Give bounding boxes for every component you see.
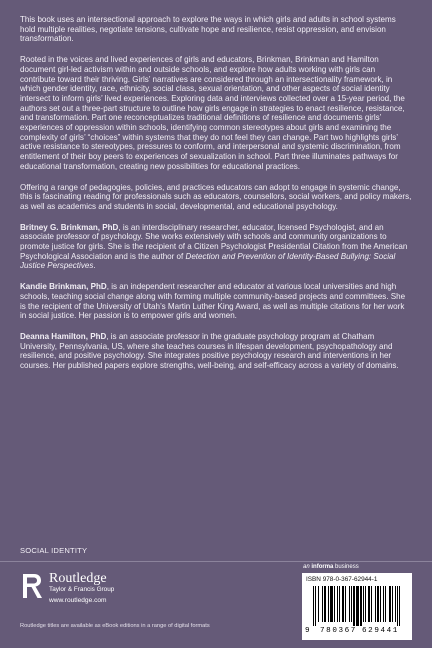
barcode-bar <box>345 586 346 622</box>
author-bio-deanna <box>20 332 412 371</box>
informa-tag <box>303 564 359 570</box>
author-bio-text: , is an interdisciplinary researcher, educator, licensed Psychologist, and an associate professor of psychology. She works extensively with schools and community organizations to promote justice for girls. She is the recipient of a Citizen Psychologist Presidential Citation from the American Psychological Association and is the author of <box>20 222 408 261</box>
barcode-bar <box>328 586 329 622</box>
barcode-bar <box>395 586 396 622</box>
barcode-bar <box>334 586 335 622</box>
author-name: Britney G. Brinkman, PhD <box>20 222 119 232</box>
barcode-bar <box>375 586 376 622</box>
barcode-bar <box>365 586 366 622</box>
barcode-bar <box>353 586 355 626</box>
author-bio-britney <box>20 223 412 272</box>
barcode-bar <box>397 586 398 626</box>
barcode-bar <box>383 586 384 622</box>
intro-paragraph: This book uses an intersectional approach to explore the ways in which girls and adults in school systems hold multiple realities, negotiate tensions, cultivate hope and resilience, resist oppression, and envision transformation. <box>20 15 396 44</box>
barcode-bar <box>315 586 316 626</box>
back-cover-text <box>20 15 412 382</box>
audience-paragraph: Offering a range of pedagogies, policies, and practices educators can adopt to engage in systemic change, this is fascinating reading for professionals such as educators, counsellors, social workers, and policy makers, as well as academics and students in social, developmental, and educational psychology. <box>20 182 412 211</box>
barcode-bar <box>385 586 386 622</box>
publisher-group: Taylor & Francis Group <box>49 586 115 593</box>
barcode-bar <box>351 586 352 622</box>
barcode-bars <box>313 586 403 626</box>
barcode-bar <box>360 586 362 626</box>
bio-end: . <box>93 261 96 271</box>
author-bio-kandie <box>20 282 412 321</box>
publisher-name: Routledge <box>49 571 107 586</box>
barcode-bar <box>356 586 359 626</box>
barcode-bar <box>389 586 391 622</box>
barcode-bar <box>399 586 400 626</box>
barcode-bar <box>377 586 379 622</box>
barcode-bar <box>371 586 372 622</box>
isbn-label: ISBN 978-0-367-62944-1 <box>306 576 378 583</box>
book-title: Detection and Prevention of Identity-Based Bullying: Social Justice Perspectives <box>20 251 396 271</box>
ebook-note: Routledge titles are available as eBook editions in a range of digital formats <box>20 623 210 629</box>
barcode-bar <box>339 586 340 622</box>
informa-brand: informa <box>311 564 334 570</box>
barcode-bar <box>313 586 314 626</box>
barcode-bar <box>368 586 370 622</box>
publisher-logo <box>20 571 114 605</box>
barcode <box>302 573 412 640</box>
publisher-url: www.routledge.com <box>49 597 107 604</box>
informa-prefix: an <box>303 564 310 570</box>
routledge-r-logo-icon <box>20 573 44 599</box>
barcode-group-2: 629441 <box>362 627 399 635</box>
author-bio-text: , is an associate professor in the graduate psychology program at Chatham University, Pennsylvania, US, where she teaches courses in lifespan development, psychopathology and resilience, and positive psychology. She integrates positive psychology research and interventions in her courses. Her published papers explore strengths, well-being, and self-efficacy across a variety of domains. <box>20 331 399 371</box>
barcode-bar <box>330 586 333 622</box>
description-paragraph: Rooted in the voices and lived experiences of girls and educators, Brinkman, Brinkman and Hamilton document girl-led activism within and outside schools, and explore how adults working with girls can contribute toward their thriving. Girls’ narratives are considered through an intersectionality framework, in which gender identity, race, ethnicity, social class, sexual orientation, and other aspects of social identity intersect to inform girls’ lived experiences. Exploring data and interviews collected over a 15-year period, the authors set out a three-part structure to outline how girls engage in strategies to enact resilience, resistance, and transformation. Part one reconceptualizes traditional definitions of resilience and documents girls’ experiences of oppression within schools, identifying common stereotypes about girls and examining the complexity of girls’ “choices” within systems that they do not feel they can change. Part two highlights girls’ active resistance to stereotypes, pressures to conform, and interpersonal and systemic discrimination, from entitlement of their boy peers to experiences of sexualization in school. Part three illuminates pathways for educational transformation, creating new possibilities for educational practices. <box>20 55 405 171</box>
barcode-bar <box>342 586 344 622</box>
barcode-lead-digit: 9 <box>305 627 310 635</box>
barcode-bar <box>380 586 381 622</box>
informa-suffix: business <box>335 564 359 570</box>
barcode-bar <box>318 586 319 622</box>
barcode-bar <box>337 586 338 622</box>
barcode-bar <box>349 586 350 622</box>
subject-category: SOCIAL IDENTITY <box>20 546 88 555</box>
author-bio-text: , is an independent researcher and educator at various local universities and high schools, teaching social change along with forming multiple community-based projects and committees. She is the recipient of the University of Utah’s Martin Luther King Award, as well as multiple citations for her work in social justice. Her passion is to empower girls and women. <box>20 282 406 321</box>
barcode-bar <box>363 586 364 622</box>
barcode-bar <box>392 586 393 622</box>
divider <box>0 561 432 562</box>
barcode-bar <box>324 586 326 622</box>
author-name: Deanna Hamilton, PhD <box>20 331 107 341</box>
barcode-bar <box>322 586 323 622</box>
barcode-group-1: 780367 <box>320 627 357 635</box>
author-name: Kandie Brinkman, PhD <box>20 282 107 292</box>
